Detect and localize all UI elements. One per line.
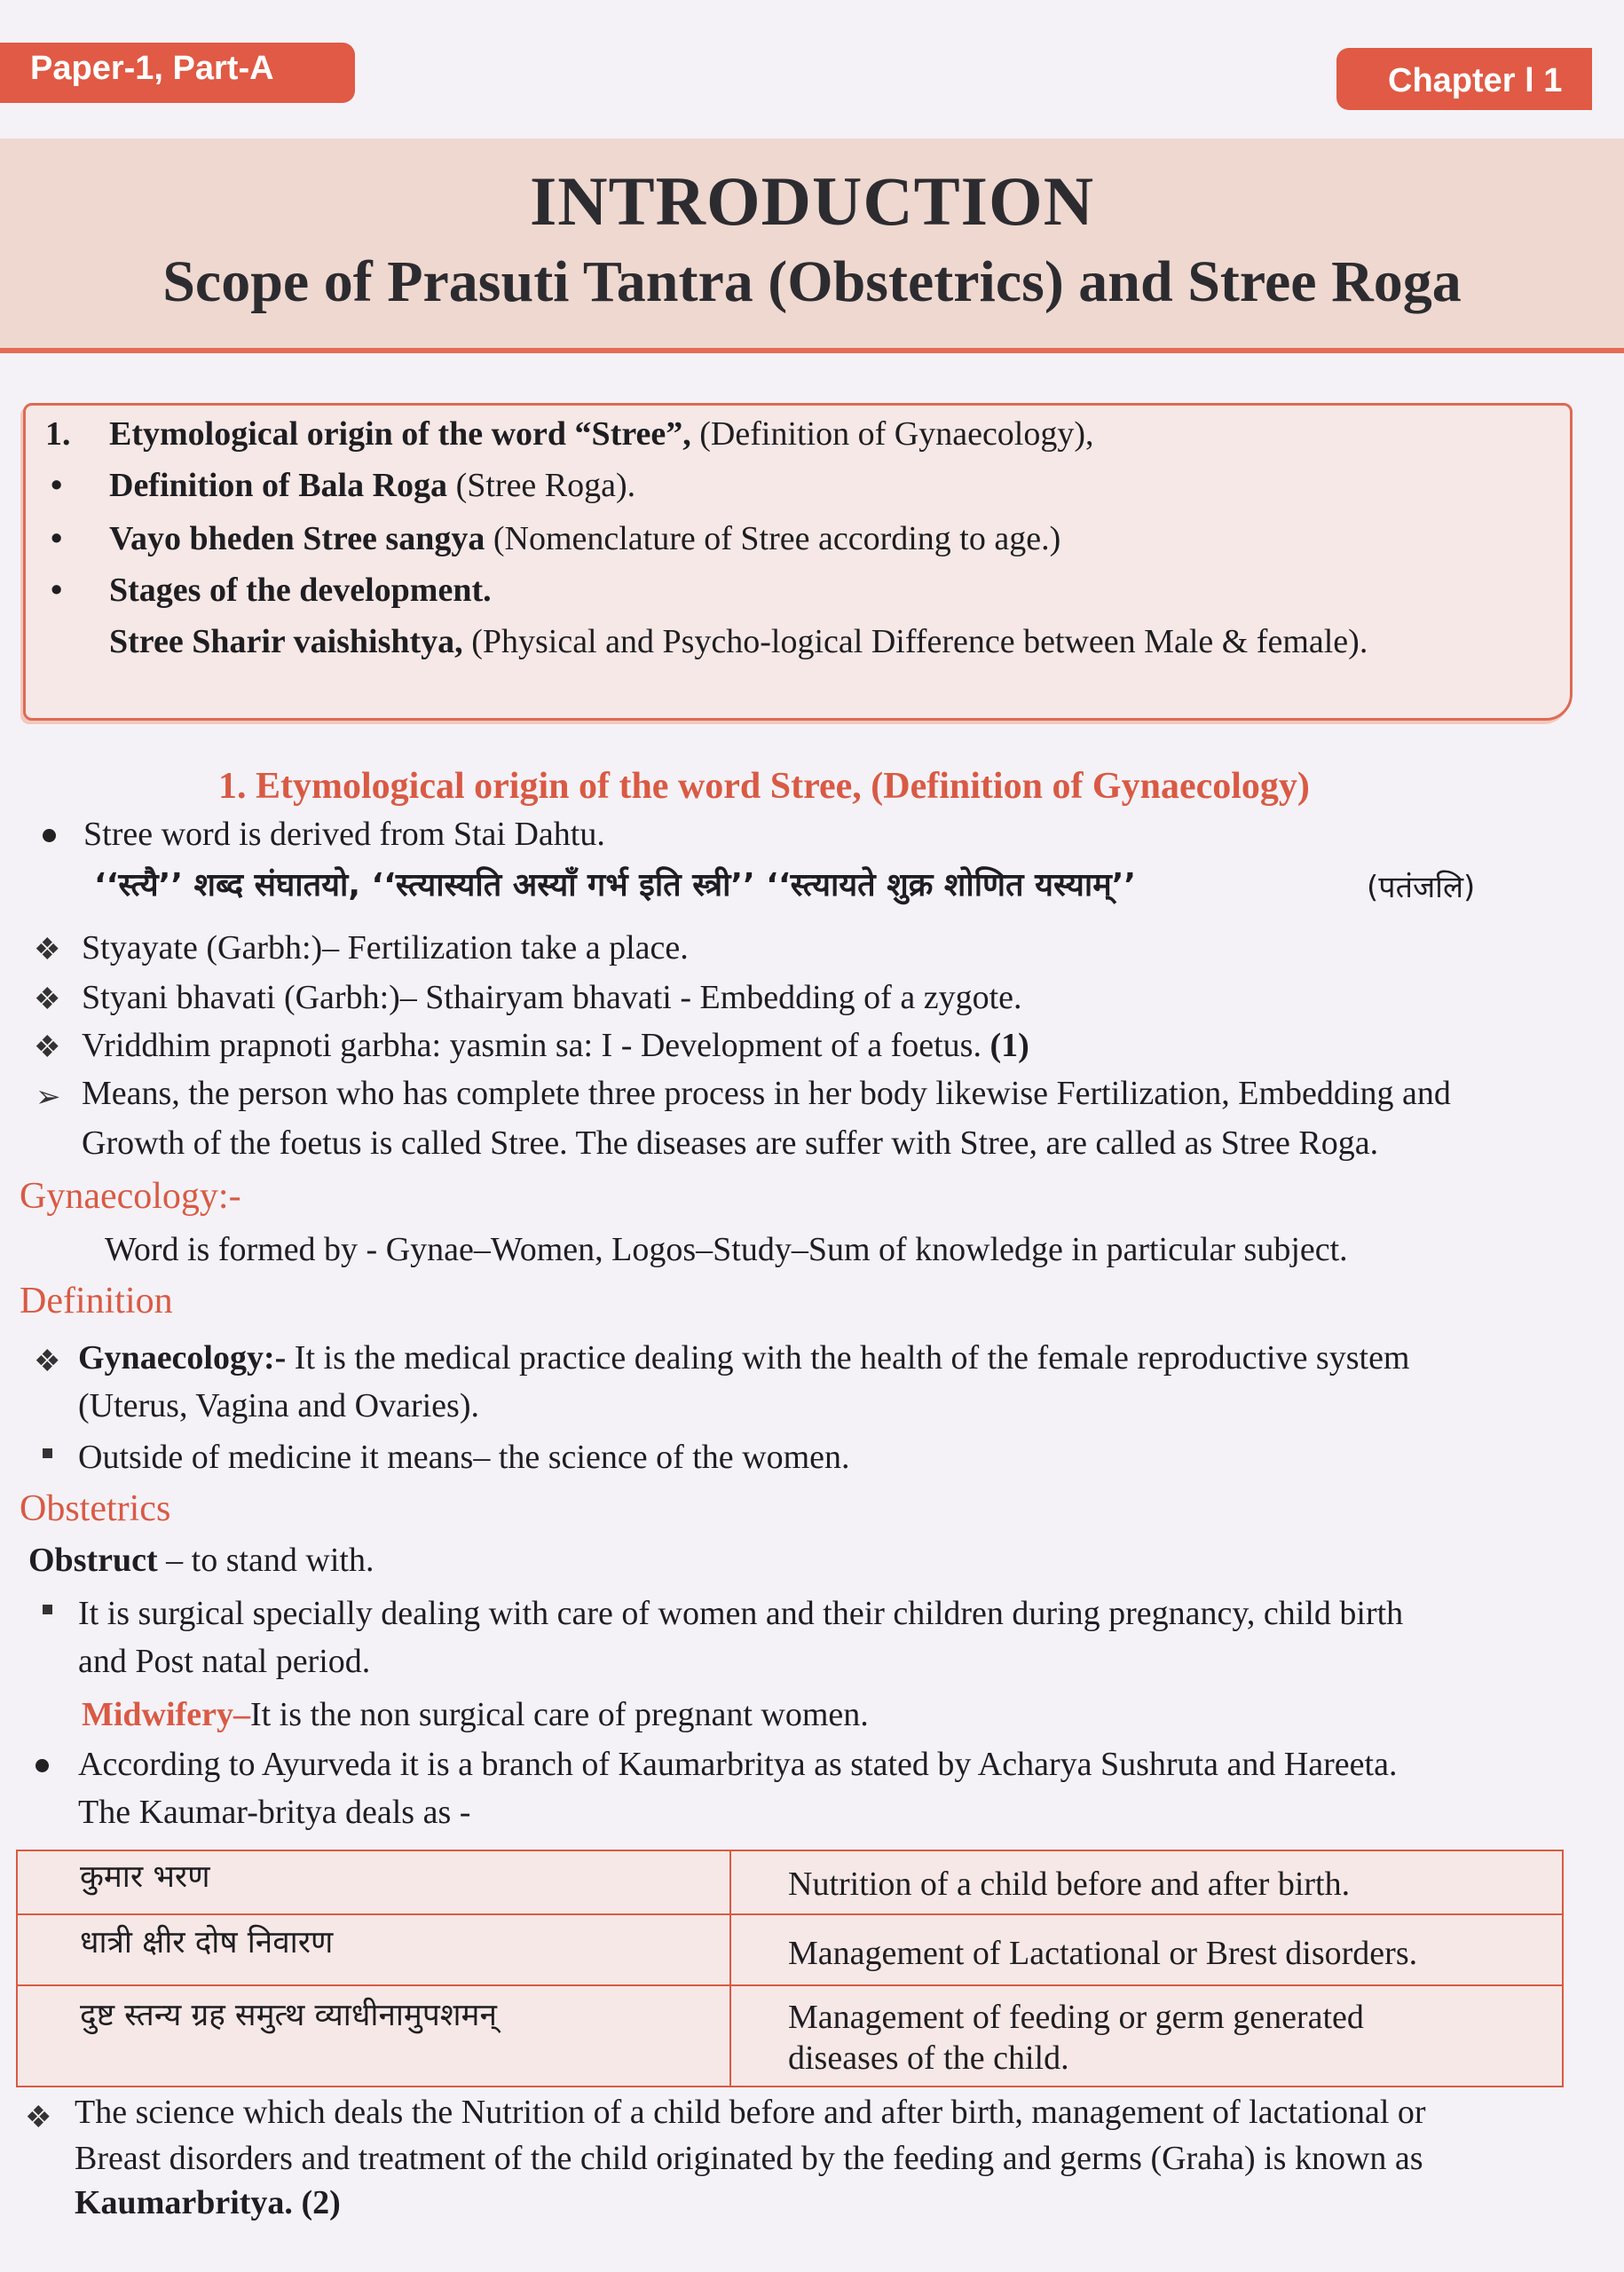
table-row: [18, 1913, 1562, 1984]
topic-item: Etymological origin of the word “Stree”, (Definition of Gynaecology),: [109, 415, 1094, 453]
page-title: INTRODUCTION: [529, 162, 1095, 240]
bullet-icon: [43, 829, 56, 842]
stree-derivation: Stree word is derived from Stai Dahtu.: [83, 816, 605, 853]
table-cell-english: Nutrition of a child before and after birth.: [788, 1866, 1351, 1903]
table-cell-sanskrit: कुमार भरण: [80, 1859, 210, 1895]
vriddhim-line: Vriddhim prapnoti garbha: yasmin sa: I - Development of a foetus. (1): [82, 1027, 1029, 1064]
closing-line-2: Breast disorders and treatment of the child originated by the feeding and germs (Graha) is known as: [75, 2140, 1423, 2177]
topics-box: [23, 403, 1573, 721]
surgical-line-1: It is surgical specially dealing with care of women and their children during pregnancy, child birth: [78, 1595, 1404, 1632]
diamond-bullet-icon: ❖: [34, 1031, 61, 1064]
bullet-icon: •: [51, 520, 63, 557]
gynaecology-text: Word is formed by - Gynae–Women, Logos–Study–Sum of knowledge in particular subject.: [105, 1231, 1348, 1268]
kaumar-table: [16, 1850, 1564, 2087]
topic-item: Vayo bheden Stree sangya (Nomenclature of Stree according to age.): [109, 520, 1061, 557]
definition-line-1: Gynaecology:- It is the medical practice dealing with the health of the female reproductive system: [78, 1339, 1410, 1377]
ayurveda-line-2: The Kaumar-britya deals as -: [78, 1794, 471, 1831]
topic-item: Stages of the development.: [109, 572, 492, 609]
styani-line: Styani bhavati (Garbh:)– Sthairyam bhavati - Embedding of a zygote.: [82, 979, 1022, 1016]
table-cell-english: Management of Lactational or Brest disorders.: [788, 1935, 1418, 1972]
obstetrics-heading: Obstetrics: [20, 1488, 171, 1529]
arrow-bullet-icon: ➢: [35, 1081, 61, 1114]
page-subtitle: Scope of Prasuti Tantra (Obstetrics) and Stree Roga: [162, 249, 1462, 314]
table-cell-english: Management of feeding or germ generated diseases of the child.: [788, 1999, 1364, 2078]
definition-heading: Definition: [20, 1281, 173, 1321]
square-bullet-icon: [43, 1605, 52, 1614]
ayurveda-line-1: According to Ayurveda it is a branch of Kaumarbritya as stated by Acharya Sushruta and Hareeta.: [78, 1746, 1398, 1783]
table-row: [18, 1984, 1562, 2087]
bullet-icon: •: [51, 467, 63, 504]
diamond-bullet-icon: ❖: [34, 934, 61, 966]
sanskrit-source: (पतंजलि): [1367, 870, 1476, 905]
diamond-bullet-icon: ❖: [25, 2102, 52, 2134]
diamond-bullet-icon: ❖: [34, 1345, 61, 1378]
gynaecology-heading: Gynaecology:-: [20, 1176, 241, 1217]
means-line-1: Means, the person who has complete three process in her body likewise Fertilization, Embedding and: [82, 1075, 1451, 1112]
paper-tag: Paper-1, Part-A: [0, 43, 355, 103]
topic-item: Definition of Bala Roga (Stree Roga).: [109, 467, 636, 504]
table-row: [18, 1851, 1562, 1913]
closing-line-3: Kaumarbritya. (2): [75, 2184, 341, 2221]
means-line-2: Growth of the foetus is called Stree. The diseases are suffer with Stree, are called as Stree Roga.: [82, 1124, 1379, 1162]
chapter-tag: Chapter l 1: [1336, 48, 1592, 110]
diamond-bullet-icon: ❖: [34, 983, 61, 1016]
table-cell-sanskrit: दुष्ट स्तन्य ग्रह समुत्थ व्याधीनामुपशमन्: [80, 1998, 497, 2033]
midwifery-line: Midwifery–It is the non surgical care of pregnant women.: [82, 1696, 869, 1733]
styayate-line: Styayate (Garbh:)– Fertilization take a place.: [82, 929, 689, 966]
section-heading: 1. Etymological origin of the word Stree, (Definition of Gynaecology): [218, 766, 1310, 807]
outside-medicine-line: Outside of medicine it means– the science of the women.: [78, 1439, 850, 1476]
surgical-line-2: and Post natal period.: [78, 1643, 371, 1680]
topic-item: Stree Sharir vaishishtya, (Physical and Psycho-logical Difference between Male & female).: [109, 623, 1368, 660]
closing-line-1: The science which deals the Nutrition of a child before and after birth, management of lactational or: [75, 2094, 1426, 2131]
topic-marker: 1.: [45, 415, 71, 453]
definition-line-2: (Uterus, Vagina and Ovaries).: [78, 1387, 479, 1424]
bullet-icon: [35, 1759, 49, 1772]
obstruct-line: Obstruct – to stand with.: [28, 1542, 374, 1579]
sanskrit-quote: ‘‘स्त्यै’’ शब्द संघातयो, ‘‘स्त्यास्यति अस्यॉं गर्भ इति स्त्री’’ ‘‘स्त्यायते शुक्र शोणित यस्याम्’’: [94, 867, 1137, 903]
table-cell-sanskrit: धात्री क्षीर दोष निवारण: [80, 1925, 334, 1960]
square-bullet-icon: [43, 1448, 52, 1458]
bullet-icon: •: [51, 572, 63, 609]
